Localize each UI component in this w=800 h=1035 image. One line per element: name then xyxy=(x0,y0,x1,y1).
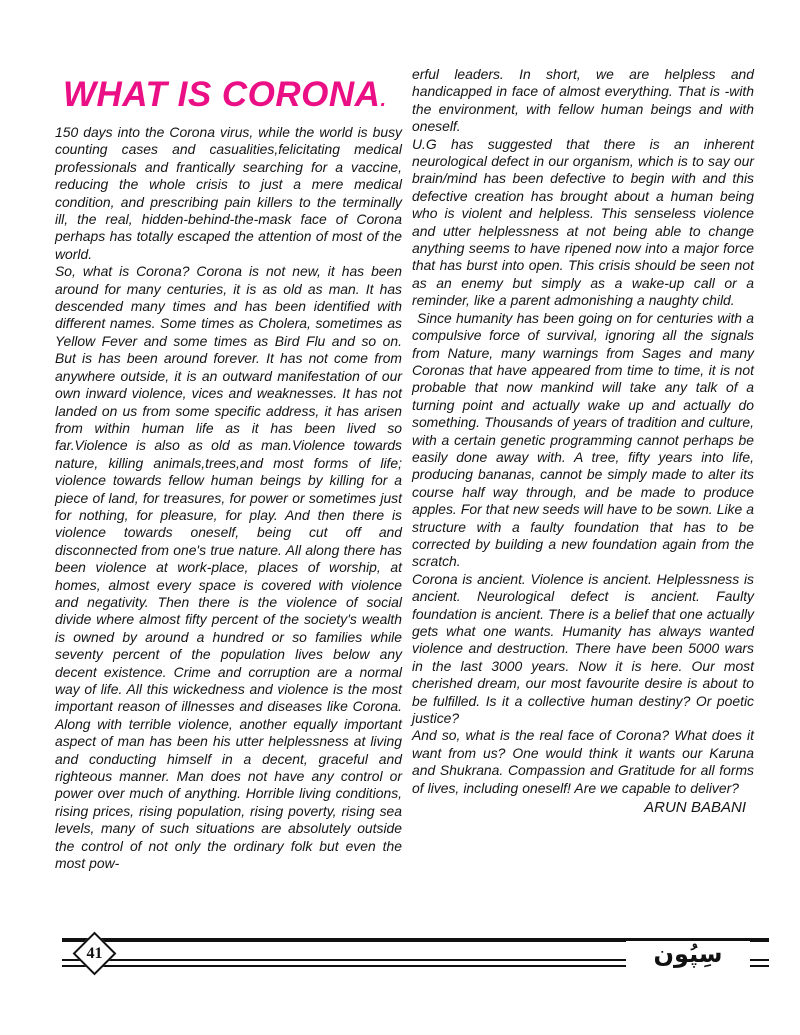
article-paragraph: So, what is Corona? Corona is not new, it has been around for many centuries, it is as old as man. It has descended many times and has been identified with different names. Some times as Cholera, sometimes as Yellow Fever and some times as Bird Flu and so on. But is has been around forever. It has not come from anywhere outside, it is an outward manifestation of our own inward violence, vices and weaknesses. It has not landed on us from some specific address, it has arisen from within human life as it has been lived so far.Violence is also as old as man.Violence towards nature, killing animals,trees,and most forms of life; violence towards fellow human beings by killing for a piece of land, for treasures, for power or sometimes just for nothing, for pleasure, for play. And then there is violence towards oneself, being cut off and disconnected from one's true nature. All along there has been violence at work-place, places of worship, at homes, almost every space is covered with violence and negativity. Then there is the violence of social divide where almost fifty percent of the society's wealth is owned by around a hundred or so families while seventy percent of the population lives below any decent existence. Crime and corruption are a normal way of life. All this wickedness and violence is the most important reason of illnesses and diseases like Corona. Along with terrible violence, another equally important aspect of man has been his utter helplessness at living and conducting himself in a decent, graceful and righteous manner. Man does not have any control or power over much of anything. Horrible living conditions, rising prices, rising population, rising poverty, rising sea levels, many of such situations are absolutely outside the control of not only the ordinary folk but even the most pow- xyxy=(55,263,402,872)
article-paragraph: Corona is ancient. Violence is ancient. Helplessness is ancient. Neurological defect is ancient. Faulty foundation is ancient. There is a belief that one actually gets what one wants. Humanity has always wanted violence and destruction. There have been 5000 wars in the last 3000 years. Now it is here. Our most cherished dream, our most favourite desire is about to be fulfilled. Is it a collective human destiny? Or poetic justice? xyxy=(412,570,754,727)
page-title xyxy=(63,76,386,119)
article-paragraph: Since humanity has been going on for centuries with a compulsive force of survival, ignoring all the signals from Nature, many warnings from Sages and many Coronas that have appeared from time to time, it is not probable that now mankind will take any talk of a turning point and actually wake up and actually do something. Thousands of years of tradition and culture, with a certain genetic programming cannot perhaps be easily done away with. A tree, fifty years into life, producing bananas, cannot be simply made to alter its course half way through, and be made to produce apples. For that new seeds will have to be sown. Like a structure with a faulty foundation that has to be corrected by building a new foundation again from the scratch. xyxy=(412,309,754,570)
page-title-period: . xyxy=(380,89,386,111)
article-paragraph: U.G has suggested that there is an inherent neurological defect in our organism, which is to say our brain/mind has been defective to begin with and this defective creation has brought about a human being who is violent and helpless. This senseless violence and utter helplessness at not being able to change anything seems to have ripened now into a major force that has burst into open. This crisis should be seen not as an enemy but simply as a wake-up call or a reminder, like a parent admonishing a naughty child. xyxy=(412,135,754,309)
article-paragraph: And so, what is the real face of Corona? What does it want from us? One would think it wants our Karuna and Shukrana. Compassion and Gratitude for all forms of lives, including oneself! Are we capable to deliver? xyxy=(412,727,754,796)
article-paragraph: erful leaders. In short, we are helpless and handicapped in face of almost everything. That is -with the environment, with fellow human beings and with oneself. xyxy=(412,66,754,135)
article-column-left xyxy=(55,124,402,872)
page-title-text: WHAT IS CORONA xyxy=(63,75,381,114)
article-paragraph: 150 days into the Corona virus, while the world is busy counting cases and casualities,felicitating medical professionals and frantically searching for a vaccine, reducing the whole crisis to just a mere medical condition, and prescribing pain killers to the terminally ill, the real, hidden-behind-the-mask face of Corona perhaps has totally escaped the attention of most of the world. xyxy=(55,124,402,262)
page-number: 41 xyxy=(86,944,103,962)
author-byline: ARUN BABANI xyxy=(644,799,746,817)
article-column-right xyxy=(412,66,754,816)
magazine-logo-calligraphy: سِپُون xyxy=(626,941,750,969)
